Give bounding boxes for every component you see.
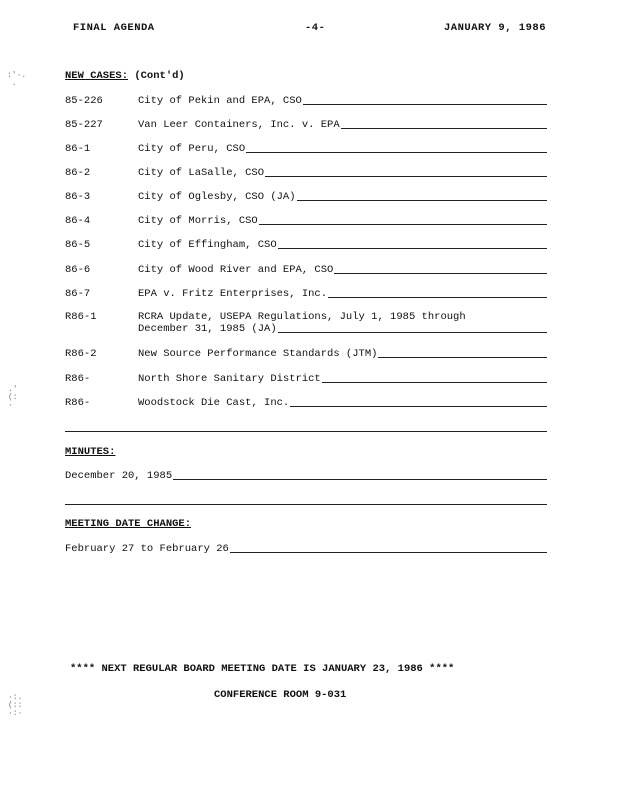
minutes-entry (65, 470, 547, 482)
case-number: 86-7 (65, 288, 91, 300)
case-row (65, 373, 547, 387)
case-number: 86-2 (65, 167, 91, 179)
case-row (65, 288, 547, 302)
case-title: North Shore Sanitary District (138, 373, 321, 385)
case-number: R86- (65, 373, 91, 385)
header-left: FINAL AGENDA (73, 22, 155, 34)
blank-line (173, 470, 547, 480)
blank-line (334, 264, 547, 274)
blank-line (65, 431, 547, 432)
blank-line (303, 95, 547, 105)
case-row (65, 119, 547, 133)
case-number: 86-5 (65, 239, 91, 251)
blank-line (65, 504, 547, 505)
case-row (65, 239, 547, 253)
case-title: City of Pekin and EPA, CSO (138, 95, 302, 107)
case-number: 85-227 (65, 119, 103, 131)
meeting-date-change-text: February 27 to February 26 (65, 543, 229, 555)
new-cases-heading (65, 70, 185, 82)
scan-artifact: ·:. (:: ·:· (8, 693, 23, 718)
case-title: City of Wood River and EPA, CSO (138, 264, 334, 276)
blank-line (259, 215, 547, 225)
case-row (65, 311, 547, 337)
meeting-date-change-heading: MEETING DATE CHANGE: (65, 518, 192, 530)
blank-line (278, 239, 547, 249)
case-row (65, 191, 547, 205)
blank-line (278, 323, 547, 333)
scan-artifact: .' (: · (8, 385, 18, 410)
blank-line (322, 373, 547, 383)
case-row (65, 264, 547, 278)
case-title: EPA v. Fritz Enterprises, Inc. (138, 288, 328, 300)
case-number: R86-1 (65, 311, 97, 323)
case-title: Woodstock Die Cast, Inc. (138, 397, 290, 409)
case-number: 86-3 (65, 191, 91, 203)
case-number: 86-6 (65, 264, 91, 276)
case-title-line1: RCRA Update, USEPA Regulations, July 1, 1985 through (138, 311, 466, 323)
case-title: Van Leer Containers, Inc. v. EPA (138, 119, 340, 131)
case-row (65, 95, 547, 109)
case-row (65, 167, 547, 181)
case-title: City of LaSalle, CSO (138, 167, 265, 179)
case-row (65, 397, 547, 411)
blank-line (378, 348, 547, 358)
next-meeting-notice: **** NEXT REGULAR BOARD MEETING DATE IS JANUARY 23, 1986 **** (70, 663, 455, 675)
minutes-date: December 20, 1985 (65, 470, 173, 482)
case-number: 86-4 (65, 215, 91, 227)
conference-room: CONFERENCE ROOM 9-031 (214, 689, 347, 701)
meeting-date-change-entry (65, 543, 547, 555)
case-title: New Source Performance Standards (JTM) (138, 348, 378, 360)
blank-line (265, 167, 547, 177)
case-number: R86- (65, 397, 91, 409)
case-row (65, 215, 547, 229)
case-title-line2: December 31, 1985 (JA) (138, 323, 277, 335)
case-title: City of Peru, CSO (138, 143, 246, 155)
case-title: City of Morris, CSO (138, 215, 258, 227)
case-number: R86-2 (65, 348, 97, 360)
blank-line (290, 397, 547, 407)
case-row (65, 348, 547, 362)
blank-line (230, 543, 547, 553)
case-row (65, 143, 547, 157)
case-number: 86-1 (65, 143, 91, 155)
blank-line (246, 143, 547, 153)
blank-line (297, 191, 547, 201)
case-number: 85-226 (65, 95, 103, 107)
cont-label: (Cont'd) (134, 70, 185, 82)
header-date: JANUARY 9, 1986 (444, 22, 547, 34)
scan-artifact: :'·. . (7, 71, 27, 88)
blank-line (341, 119, 547, 129)
page-number: -4- (305, 22, 326, 34)
blank-line (328, 288, 547, 298)
case-title: City of Effingham, CSO (138, 239, 277, 251)
case-title: City of Oglesby, CSO (JA) (138, 191, 296, 203)
minutes-heading: MINUTES: (65, 446, 116, 458)
section-title: NEW CASES: (65, 70, 129, 82)
